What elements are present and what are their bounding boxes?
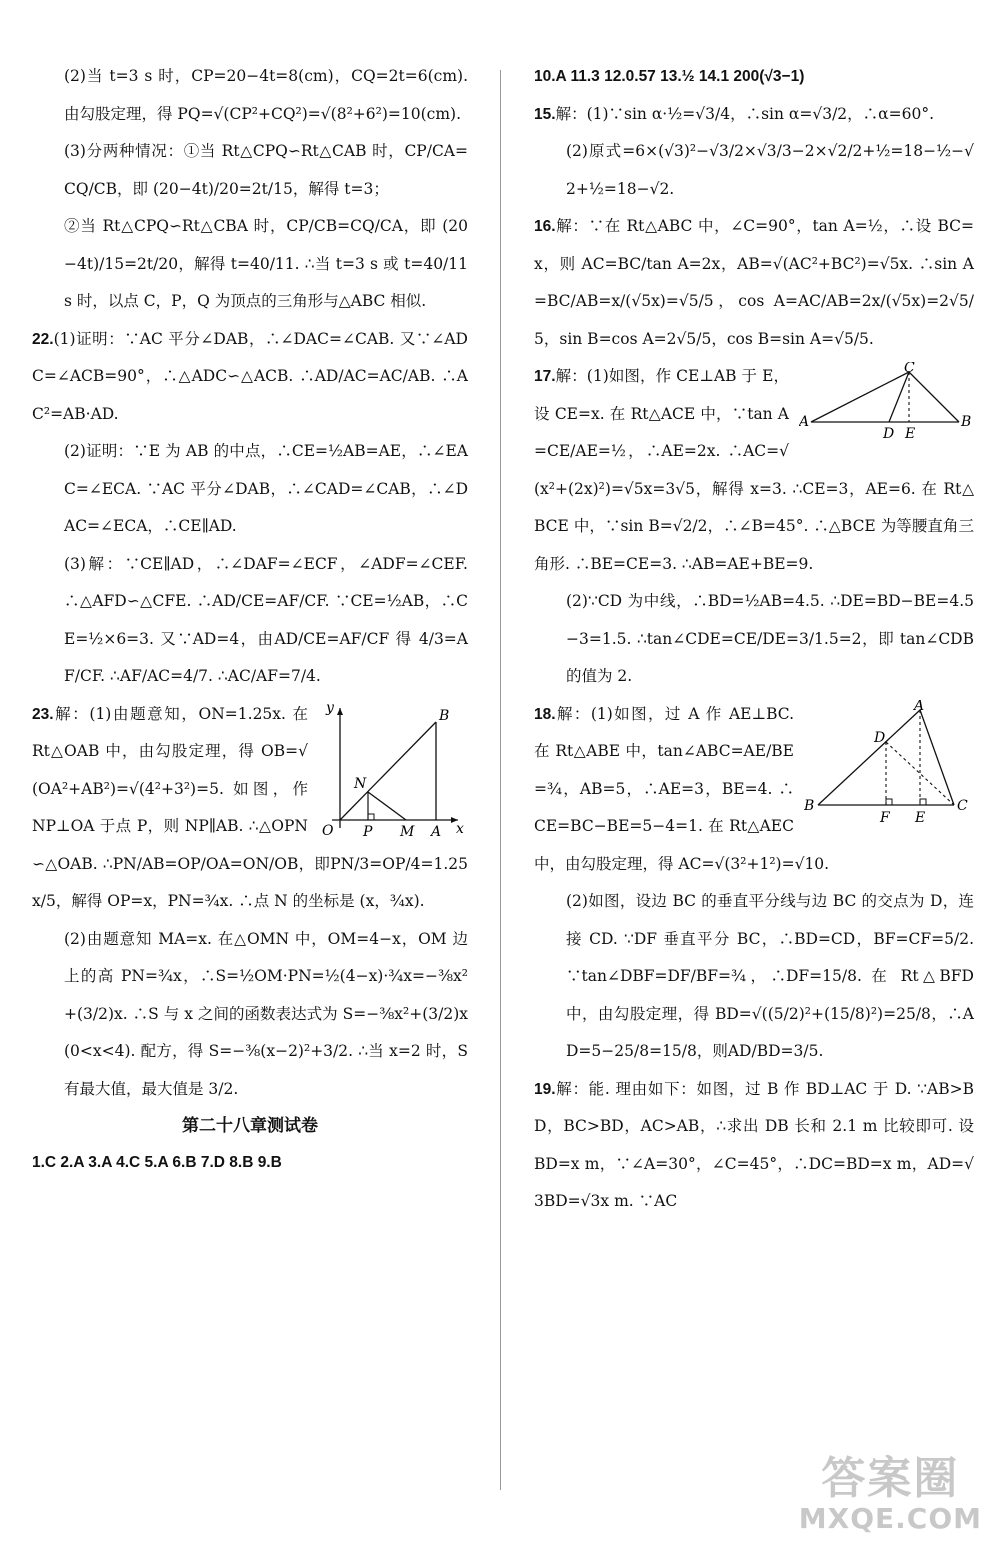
label-c: C — [957, 797, 968, 814]
label-d: D — [883, 426, 895, 442]
question-number: 18. — [534, 705, 556, 723]
label-a: A — [431, 823, 442, 840]
label-x: x — [456, 820, 464, 837]
figure-23 — [318, 700, 468, 840]
question-15 — [534, 96, 974, 209]
question-18 — [534, 696, 974, 1071]
label-m: M — [400, 823, 415, 840]
label-y: y — [326, 699, 334, 716]
q21-part3b: ②当 Rt△CPQ∽Rt△CBA 时，CP/CB=CQ/CA，即 (20−4t)/15=2t/20，解得 t=40/11. ∴当 t=3 s 或 t=40/11 s 时，以点 C，P，Q 为顶点的三角形与△ABC 相似. — [64, 217, 468, 310]
chapter-title: 第二十八章测试卷 — [182, 1116, 318, 1136]
q17-part1: 解：(1)如图，作 CE⊥AB 于 E，设 CE=x. 在 Rt△ACE 中，∵tan A=CE/AE=½，∴AE=2x. ∴AC=√(x²+(2x)²)=√5x=3√5，解得 x=3. ∴CE=3，AE=6. 在 Rt△BCE 中，∵sin B=√2/2，∴∠B=45°. ∴△BCE 为等腰直角三角形. ∴BE=CE=3. ∴AB=AE+BE=9. — [534, 367, 974, 573]
q19-text: 解：能. 理由如下：如图，过 B 作 BD⊥AC 于 D. ∵AB>BD，BC>BD，AC>AB，∴求出 DB 长和 2.1 m 比较即可. 设 BD=x m，∵∠A=30°，∠C=45°，∴DC=BD=x m，AD=√3BD=√3x m. ∵AC — [534, 1079, 974, 1210]
watermark-site: MXQE.COM — [798, 1502, 982, 1535]
question-23 — [32, 696, 468, 1109]
question-16 — [534, 208, 974, 358]
question-number: 17. — [534, 368, 556, 385]
label-p: P — [363, 823, 373, 840]
figure-17 — [799, 362, 974, 442]
mc-answers: 1.C 2.A 3.A 4.C 5.A 6.B 7.D 8.B 9.B — [32, 1154, 282, 1171]
q18-part1: 解：(1)如图，过 A 作 AE⊥BC. 在 Rt△ABE 中，tan∠ABC=AE/BE=¾，AB=5，∴AE=3，BE=4. ∴CE=BC−BE=5−4=1. 在 Rt△AEC 中，由勾股定理，得 AC=√(3²+1²)=√10. — [534, 704, 830, 873]
q21-part2: (2)当 t=3 s 时，CP=20−4t=8(cm)，CQ=2t=6(cm). 由勾股定理，得 PQ=√(CP²+CQ²)=√(8²+6²)=10(cm). — [64, 67, 468, 123]
q21-part3a: (3)分两种情况：①当 Rt△CPQ∽Rt△CAB 时，CP/CA=CQ/CB，即 (20−4t)/20=2t/15，解得 t=3； — [64, 142, 468, 198]
label-o: O — [322, 822, 334, 839]
figure-18 — [804, 700, 974, 825]
q22-part3: (3)解：∵CE∥AD，∴∠DAF=∠ECF，∠ADF=∠CEF. ∴△AFD∽△CFE. ∴AD/CE=AF/CF. ∵CE=½AB，∴CE=½×6=3. 又∵AD=4，由AD/CE=AF/CF 得 4/3=AF/CF. ∴AF/AC=4/7. ∴AC/AF=7/4. — [64, 554, 468, 685]
label-a: A — [914, 699, 925, 714]
question-number: 15. — [534, 105, 556, 123]
q22-part2: (2)证明：∵E 为 AB 的中点，∴CE=½AB=AE，∴∠EAC=∠ECA. ∵AC 平分∠DAB，∴∠CAD=∠CAB，∴∠DAC=∠ECA，∴CE∥AD. — [64, 442, 468, 535]
q18-part2: (2)如图，设边 BC 的垂直平分线与边 BC 的交点为 D，连接 CD. ∵DF 垂直平分 BC，∴BD=CD，BF=CF=5/2. ∵tan∠DBF=DF/BF=¾，∴DF=15/8. 在 Rt△BFD 中，由勾股定理，得 BD=√((5/2)²+(15/8)²)=25/8，∴AD=5−25/8=15/8，则AD/BD=3/5. — [566, 892, 974, 1060]
question-number: 19. — [534, 1080, 556, 1098]
q15-part1: 解：(1)∵sin α·½=√3/4，∴sin α=√3/2，∴α=60°. — [555, 104, 935, 123]
question-number: 22. — [32, 330, 54, 348]
label-e: E — [905, 426, 916, 442]
label-c: C — [904, 362, 915, 376]
label-d: D — [874, 729, 886, 746]
question-19 — [534, 1071, 974, 1221]
label-n: N — [354, 775, 367, 792]
question-17 — [534, 358, 974, 696]
fill-answers: 10.A 11.3 12.0.57 13.½ 14.1 200(√3−1) — [534, 68, 805, 85]
label-e: E — [915, 809, 926, 825]
column-divider — [500, 70, 501, 1490]
label-b: B — [439, 707, 450, 724]
question-number: 16. — [534, 218, 556, 235]
left-column — [32, 58, 468, 1182]
q15-part2: (2)原式=6×(√3)²−√3/2×√3/3−2×√2/2+½=18−½−√2+½=18−√2. — [566, 142, 974, 198]
label-f: F — [880, 809, 890, 825]
label-b: B — [804, 797, 815, 814]
q16-text: 解：∵在 Rt△ABC 中，∠C=90°，tan A=½，∴设 BC=x，则 AC=BC/tan A=2x，AB=√(AC²+BC²)=√5x. ∴sin A=BC/AB=x/(√5x)=√5/5，cos A=AC/AB=2x/(√5x)=2√5/5，sin B=cos A=2√5/5，cos B=sin A=√5/5. — [534, 217, 974, 348]
question-number: 23. — [32, 705, 54, 723]
right-column — [534, 58, 974, 1221]
q23-part1: 解：(1)由题意知，ON=1.25x. 在 Rt△OAB 中，由勾股定理，得 OB=√(OA²+AB²)=√(4²+3²)=5. 如图，作 NP⊥OA 于点 P，则 NP∥AB. ∴△OPN∽△OAB. ∴PN/AB=OP/OA=ON/OB，即PN/3=OP/4=1.25x/5，解得 OP=x，PN=¾x. ∴点 N 的坐标是 (x，¾x). — [32, 704, 468, 910]
q23-part2: (2)由题意知 MA=x. 在△OMN 中，OM=4−x，OM 边上的高 PN=¾x，∴S=½OM·PN=½(4−x)·¾x=−⅜x²+(3/2)x. ∴S 与 x 之间的函数表达式为 S=−⅜x²+(3/2)x(0<x<4). 配方，得 S=−⅜(x−2)²+3/2. ∴当 x=2 时，S 有最大值，最大值是 3/2. — [64, 929, 468, 1098]
label-b: B — [961, 414, 972, 430]
watermark — [798, 1453, 982, 1535]
q22-part1: (1)证明：∵AC 平分∠DAB，∴∠DAC=∠CAB. 又∵∠ADC=∠ACB=90°，∴△ADC∽△ACB. ∴AD/AC=AC/AB. ∴AC²=AB·AD. — [32, 329, 468, 423]
watermark-logo: 答案圈 — [821, 1453, 960, 1504]
question-22 — [32, 321, 468, 696]
label-a: A — [799, 414, 810, 430]
q17-part2: (2)∵CD 为中线，∴BD=½AB=4.5. ∴DE=BD−BE=4.5−3=1.5. ∴tan∠CDE=CE/DE=3/1.5=2，即 tan∠CDB 的值为 2. — [566, 592, 974, 685]
